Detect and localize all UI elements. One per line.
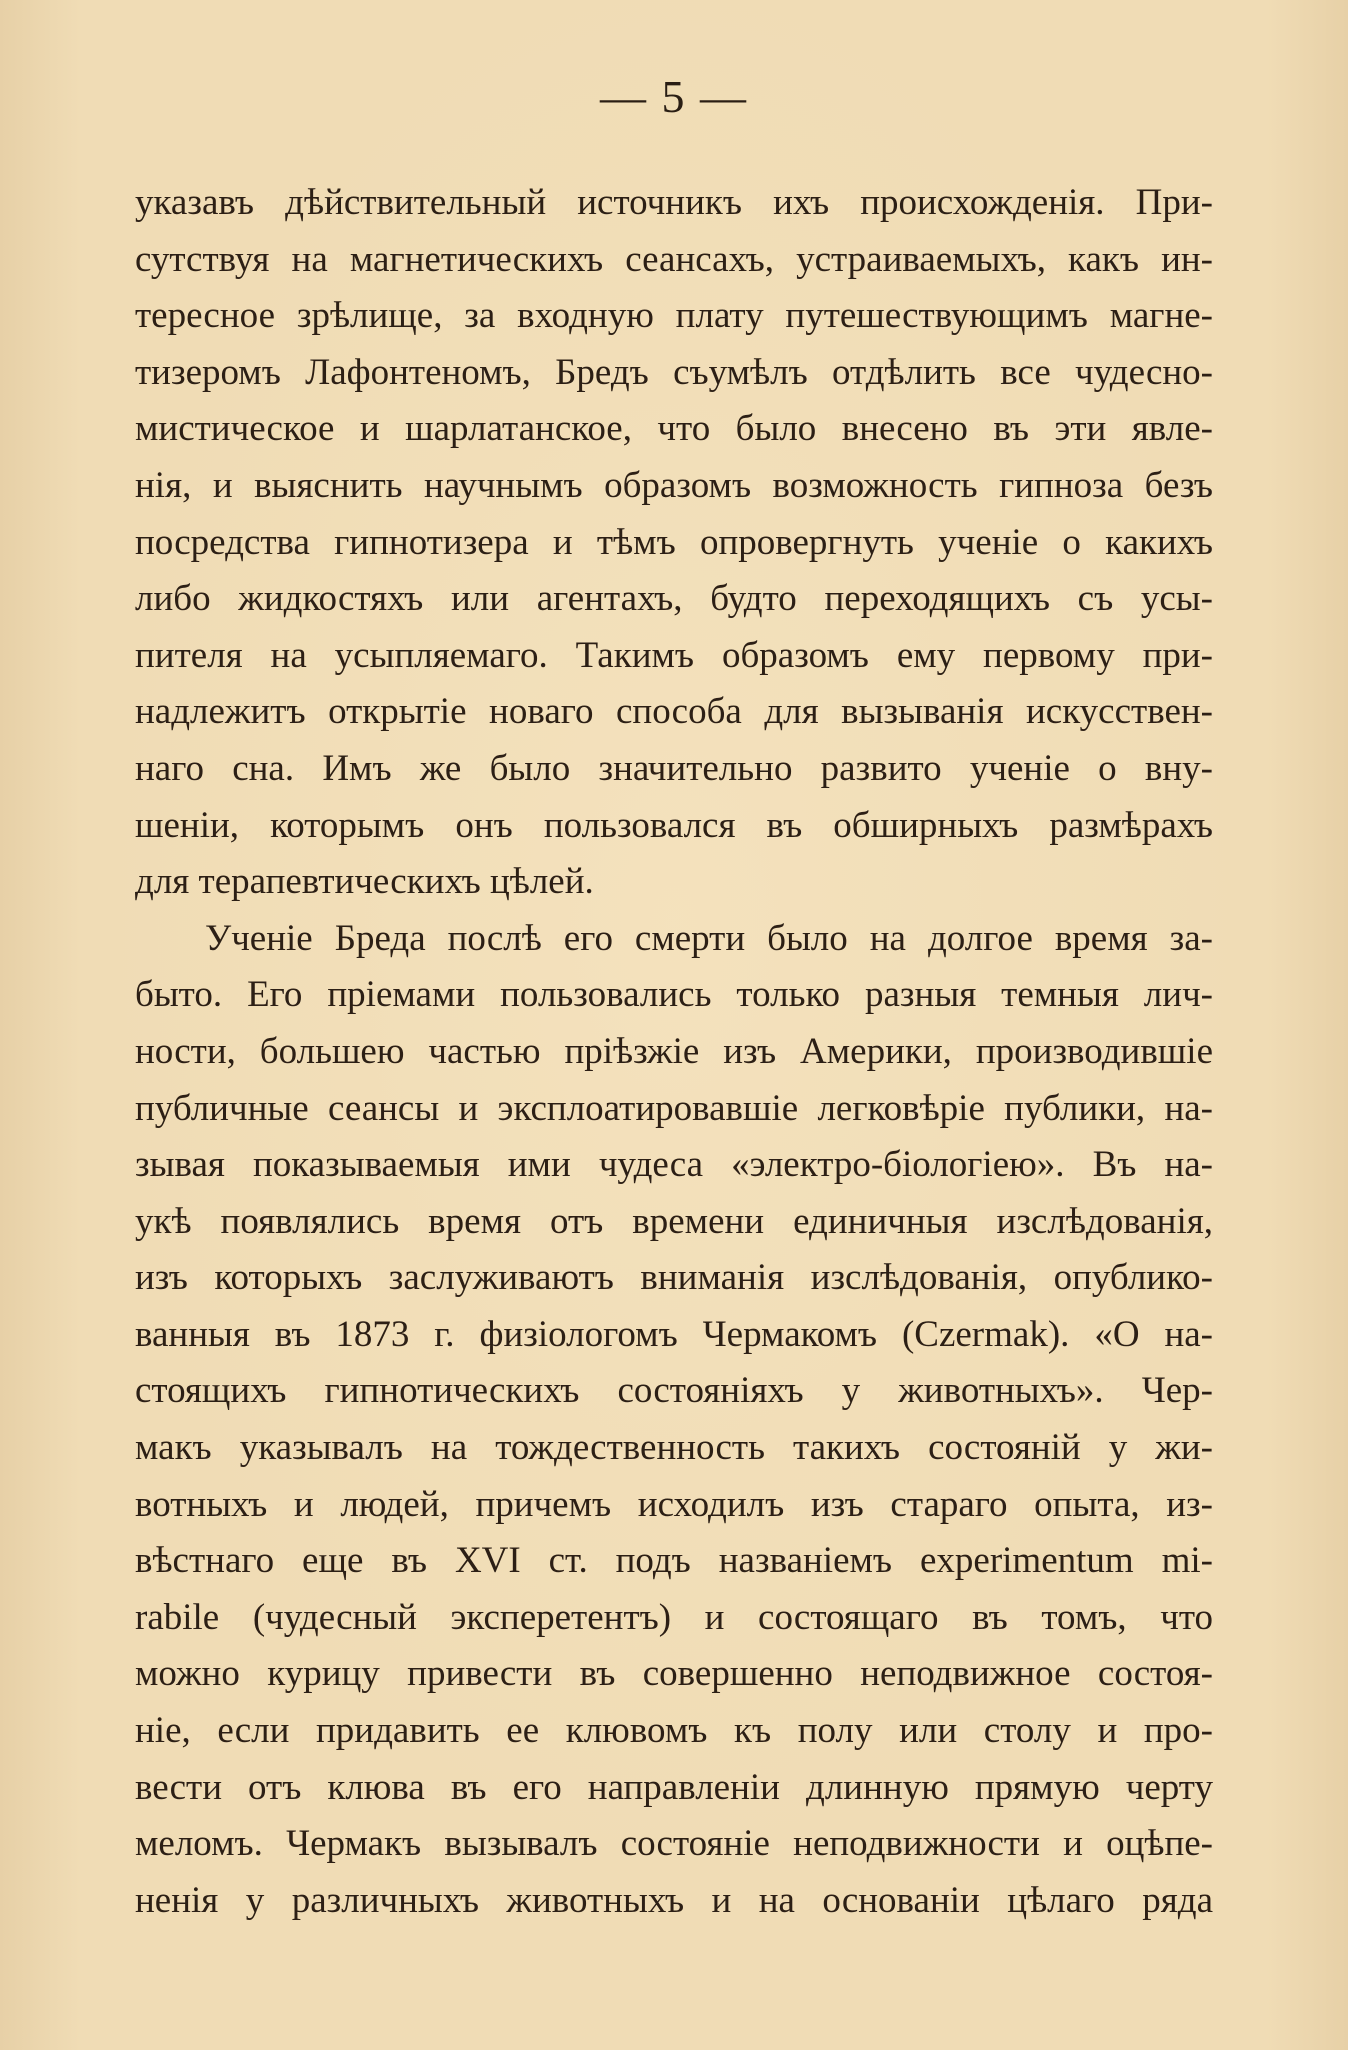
text-line: Ученіе Бреда послѣ его смерти было на долгое время за-	[205, 917, 1213, 959]
text-line: ванныя въ 1873 г. физіологомъ Чермакомъ (Czermak). «О на-	[135, 1313, 1213, 1355]
text-line: вѣстнаго еще въ XVI ст. подъ названіемъ experimentum mi-	[135, 1540, 1213, 1582]
text-line: посредства гипнотизера и тѣмъ опровергнуть ученіе о какихъ	[135, 521, 1213, 563]
text-line: стоящихъ гипнотическихъ состояніяхъ у животныхъ». Чер-	[135, 1370, 1213, 1412]
text-line: либо жидкостяхъ или агентахъ, будто переходящихъ съ усы-	[135, 578, 1213, 620]
text-line: ности, большею частью пріѣзжіе изъ Америки, производившіе	[135, 1030, 1213, 1072]
text-line: ніе, если придавить ее клювомъ къ полу или столу и про-	[135, 1710, 1213, 1752]
text-line: вести отъ клюва въ его направленіи длинную прямую черту	[135, 1766, 1213, 1808]
text-line: надлежитъ открытіе новаго способа для вызыванія искусствен-	[135, 691, 1213, 733]
text-line: rabile (чудесный эксперетентъ) и состоящаго въ томъ, что	[135, 1596, 1213, 1638]
text-line: сутствуя на магнетическихъ сеансахъ, устраиваемыхъ, какъ ин-	[135, 238, 1213, 280]
text-line: зывая показываемыя ими чудеса «электро-біологіею». Въ на-	[135, 1144, 1213, 1186]
text-line: вотныхъ и людей, причемъ исходилъ изъ стараго опыта, из-	[135, 1483, 1213, 1525]
text-line: шеніи, которымъ онъ пользовался въ обширныхъ размѣрахъ	[135, 804, 1213, 846]
text-line: наго сна. Имъ же было значительно развито ученіе о вну-	[135, 747, 1213, 789]
text-line: мистическое и шарлатанское, что было внесено въ эти явле-	[135, 408, 1213, 450]
text-line: ненія у различныхъ животныхъ и на основаніи цѣлаго ряда	[135, 1879, 1213, 1921]
text-line: макъ указывалъ на тождественность такихъ состояній у жи-	[135, 1427, 1213, 1469]
text-line: тересное зрѣлище, за входную плату путешествующимъ магне-	[135, 295, 1213, 337]
text-line: быто. Его пріемами пользовались только разныя темныя лич-	[135, 974, 1213, 1016]
text-line: можно курицу привести въ совершенно неподвижное состоя-	[135, 1653, 1213, 1695]
text-line: указавъ дѣйствительный источникъ ихъ происхожденія. При-	[135, 182, 1213, 223]
text-line: укѣ появлялись время отъ времени единичныя изслѣдованія,	[135, 1200, 1213, 1242]
text-line: изъ которыхъ заслуживаютъ вниманія изслѣдованія, опублико-	[135, 1257, 1213, 1299]
body-text	[135, 175, 1213, 1929]
text-line: нія, и выяснить научнымъ образомъ возможность гипноза безъ	[135, 464, 1213, 506]
text-line: публичные сеансы и эксплоатировавшіе легковѣріе публики, на-	[135, 1087, 1213, 1129]
text-line: меломъ. Чермакъ вызывалъ состояніе неподвижности и оцѣпе-	[135, 1823, 1213, 1865]
text-line: для терапевтическихъ цѣлей.	[135, 861, 594, 903]
page-number: — 5 —	[600, 71, 748, 122]
text-line: пителя на усыпляемаго. Такимъ образомъ ему первому при-	[135, 634, 1213, 676]
text-line: тизеромъ Лафонтеномъ, Бредъ съумѣлъ отдѣлить все чудесно-	[135, 351, 1213, 393]
